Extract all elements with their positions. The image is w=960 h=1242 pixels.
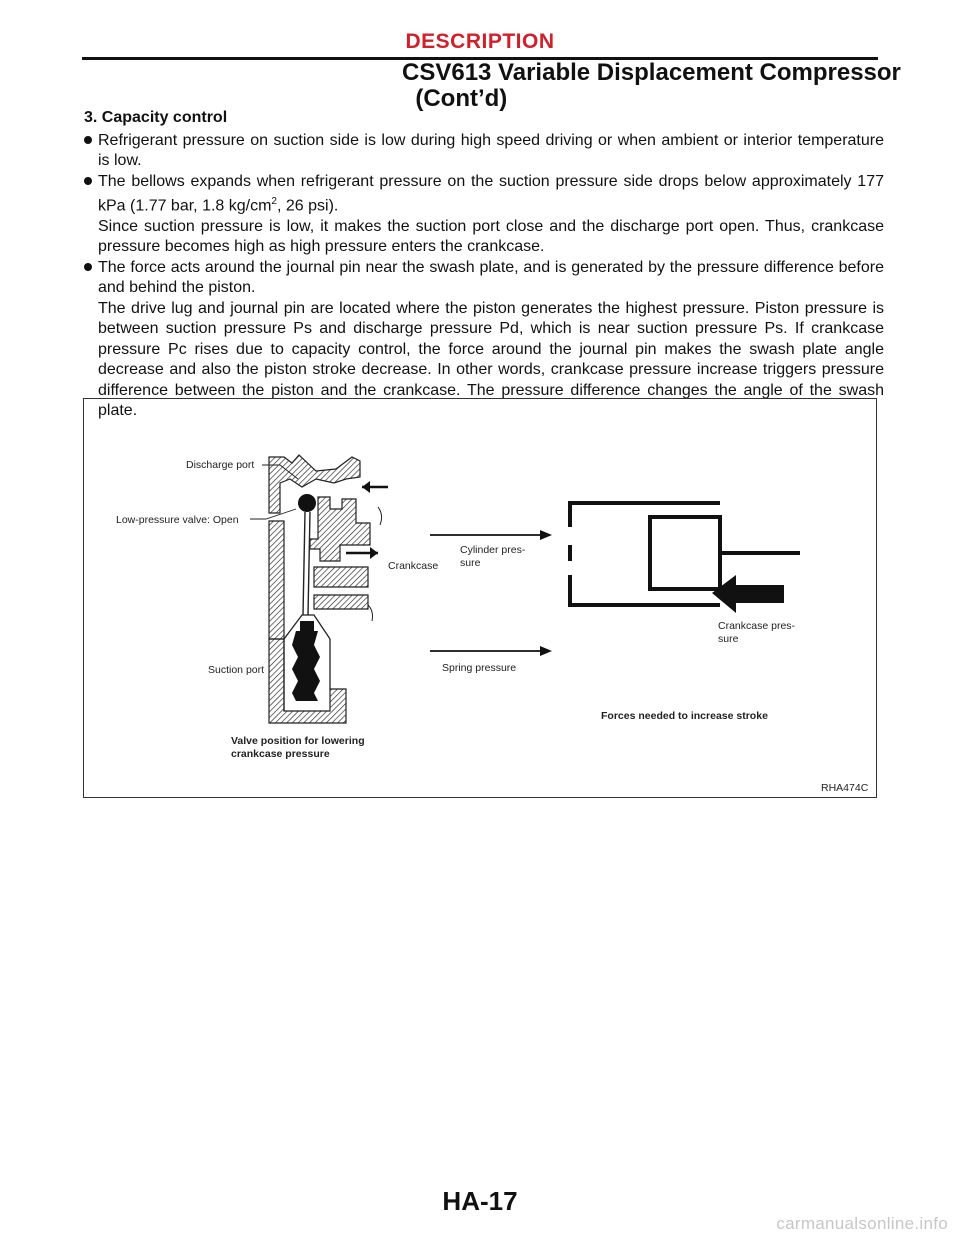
body-text: [84, 108, 884, 422]
label-spring-pressure: Spring pressure: [442, 662, 517, 674]
label-crankcase: Crankcase: [388, 560, 439, 572]
label-cylinder-pressure-2: sure: [460, 557, 481, 569]
page-title-line1: CSV613 Variable Displacement Compressor: [402, 59, 901, 86]
page-number: HA-17: [442, 1186, 518, 1216]
label-crankcase-pressure-1: Crankcase pres-: [718, 620, 796, 632]
bullet-text-2-para: Since suction pressure is low, it makes the suction port close and the discharge port open. Thus, crankcase pressure becomes high as high pressure enters the crankcase.: [98, 217, 884, 256]
bullet-dot: [84, 177, 92, 185]
bullet-dot: [84, 136, 92, 144]
valve-assembly: [250, 455, 388, 723]
label-suction-port: Suction port: [208, 664, 265, 676]
page-title: [402, 60, 901, 112]
figure-diagram: [84, 399, 878, 799]
label-valve-caption-2: crankcase pressure: [231, 748, 330, 760]
force-diagram: [430, 503, 800, 656]
bullet-item-1: [84, 131, 884, 172]
section-header: DESCRIPTION: [405, 30, 555, 53]
label-discharge-port: Discharge port: [186, 459, 255, 471]
page-title-line2-text: (Cont’d): [415, 85, 508, 112]
section-heading: 3. Capacity control: [84, 109, 228, 126]
figure-capacity-control: [83, 398, 877, 798]
label-crankcase-pressure-2: sure: [718, 633, 739, 645]
bullet-text-3: The force acts around the journal pin near the swash plate, and is generated by the pressure difference before and behind the piston.: [98, 258, 884, 297]
label-low-pressure-valve: Low-pressure valve: Open: [116, 514, 239, 526]
bullet-text-1: Refrigerant pressure on suction side is low during high speed driving or when ambient or interior temperature is low.: [98, 131, 884, 169]
bullet-text-2b: , 26 psi).: [276, 197, 339, 215]
label-cylinder-pressure-1: Cylinder pres-: [460, 544, 526, 556]
watermark: carmanualsonline.info: [776, 1214, 948, 1233]
bullet-item-2: [84, 172, 884, 258]
bullet-text-2: [98, 172, 884, 217]
label-valve-caption-1: Valve position for lowering: [231, 735, 365, 747]
bullet-dot: [84, 263, 92, 271]
ball-valve: [298, 494, 316, 512]
label-forces-caption: Forces needed to increase stroke: [601, 710, 768, 722]
figure-code: RHA474C: [821, 782, 869, 794]
superscript: 2: [271, 196, 277, 207]
bullet-text-2a: The bellows expands when refrigerant pressure on the suction pressure side drops below approximately 177 kPa (1.77 bar, 1.8 kg/cm: [98, 172, 884, 215]
bellows: [292, 621, 320, 701]
bullet-text-3-para: The drive lug and journal pin are located where the piston generates the highest pressure. Piston pressure is between suction pressure Ps and discharge pressure Pd, which is near suction pressure Ps. If crankcase pressure Pc rises due to capacity control, the force around the journal pin makes the swash plate angle decrease and also the piston stroke decrease. In other words, crankcase pressure increase triggers pressure difference between the piston and the crankcase. The pressure difference changes the angle of the swash plate.: [98, 299, 884, 420]
